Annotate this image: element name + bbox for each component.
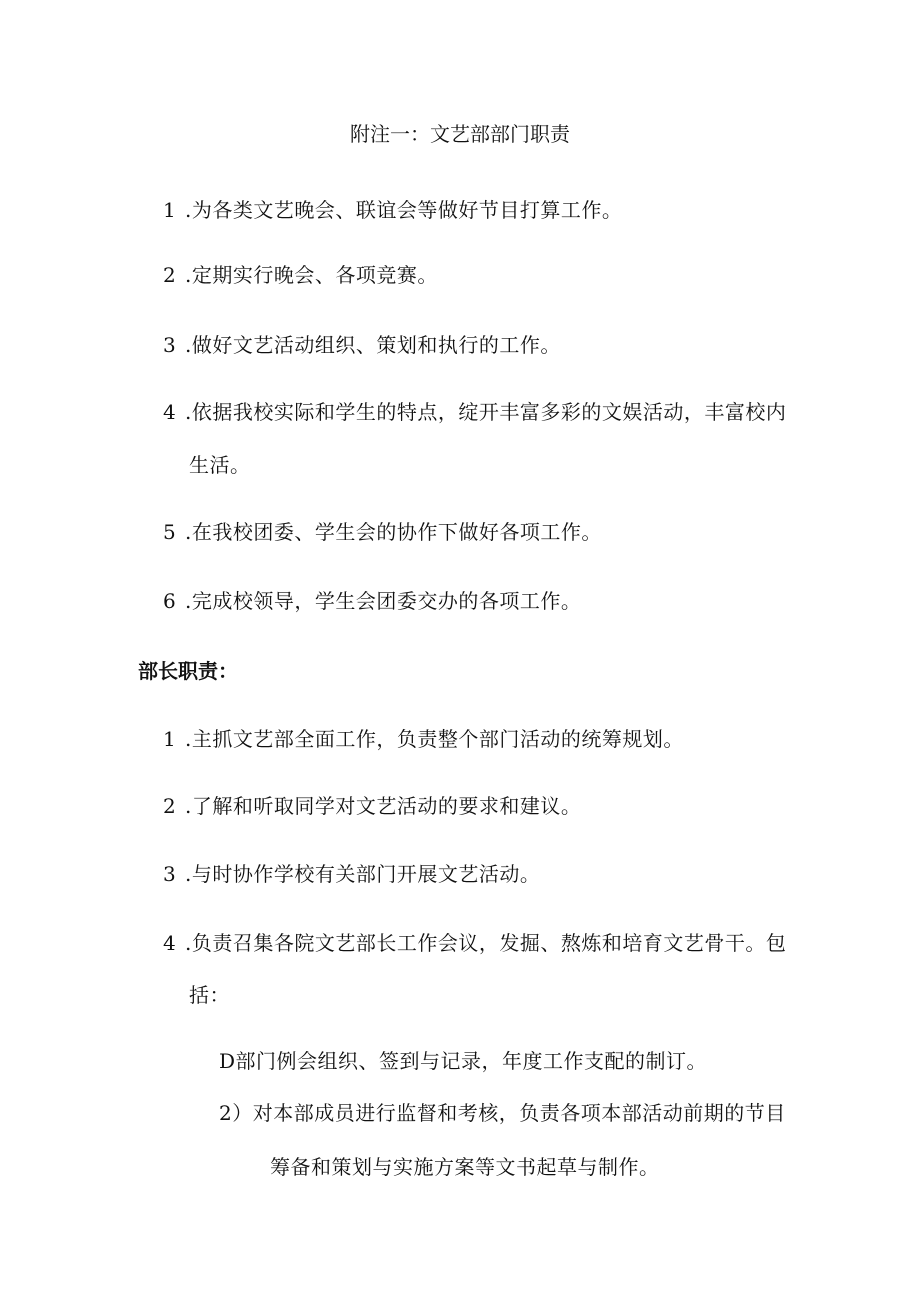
minister-duty-item-1 bbox=[163, 725, 684, 753]
duty-item-4 bbox=[163, 398, 786, 426]
duty-item-3 bbox=[163, 331, 561, 359]
sub-item-2-continuation: 筹备和策划与实施方案等文书起草与制作。 bbox=[270, 1155, 660, 1179]
duty-text: .负责召集各院文艺部长工作会议，发掘、熬炼和培育文艺骨干。包 bbox=[185, 931, 787, 955]
duty-text: .与时协作学校有关部门开展文艺活动。 bbox=[185, 862, 541, 886]
duty-number: 2 bbox=[163, 263, 177, 287]
duty-text: .做好文艺活动组织、策划和执行的工作。 bbox=[185, 333, 561, 357]
section-heading: 部长职责： bbox=[138, 659, 238, 683]
duty-number: 3 bbox=[163, 862, 177, 886]
duty-item-4-continuation: 生活。 bbox=[189, 453, 251, 477]
sub-item-2: 2）对本部成员进行监督和考核，负责各项本部活动前期的节目 bbox=[219, 1101, 786, 1125]
duty-number: 1 bbox=[163, 198, 177, 222]
duty-number: 1 bbox=[163, 727, 177, 751]
duty-text: .在我校团委、学生会的协作下做好各项工作。 bbox=[185, 520, 602, 544]
duty-text: .主抓文艺部全面工作，负责整个部门活动的统筹规划。 bbox=[185, 727, 684, 751]
duty-text: .为各类文艺晚会、联谊会等做好节目打算工作。 bbox=[185, 198, 623, 222]
duty-number: 3 bbox=[163, 333, 177, 357]
minister-duty-item-3 bbox=[163, 860, 540, 888]
duty-text: .依据我校实际和学生的特点，绽开丰富多彩的文娱活动，丰富校内 bbox=[185, 400, 787, 424]
duty-number: 6 bbox=[163, 589, 177, 613]
sub-item-1: D部门例会组织、签到与记录，年度工作支配的制订。 bbox=[219, 1049, 708, 1073]
duty-text: .定期实行晚会、各项竞赛。 bbox=[185, 263, 438, 287]
duty-item-2 bbox=[163, 261, 438, 289]
minister-duty-item-4-continuation: 括： bbox=[189, 983, 230, 1007]
duty-number: 4 bbox=[163, 931, 177, 955]
minister-duty-item-4 bbox=[163, 929, 786, 957]
page-title: 附注一：文艺部部门职责 bbox=[350, 122, 570, 146]
duty-item-6 bbox=[163, 587, 581, 615]
duty-item-1 bbox=[163, 196, 622, 224]
duty-text: .完成校领导，学生会团委交办的各项工作。 bbox=[185, 589, 582, 613]
duty-number: 4 bbox=[163, 400, 177, 424]
duty-number: 5 bbox=[163, 520, 177, 544]
duty-number: 2 bbox=[163, 794, 177, 818]
duty-item-5 bbox=[163, 518, 602, 546]
minister-duty-item-2 bbox=[163, 792, 581, 820]
duty-text: .了解和听取同学对文艺活动的要求和建议。 bbox=[185, 794, 582, 818]
